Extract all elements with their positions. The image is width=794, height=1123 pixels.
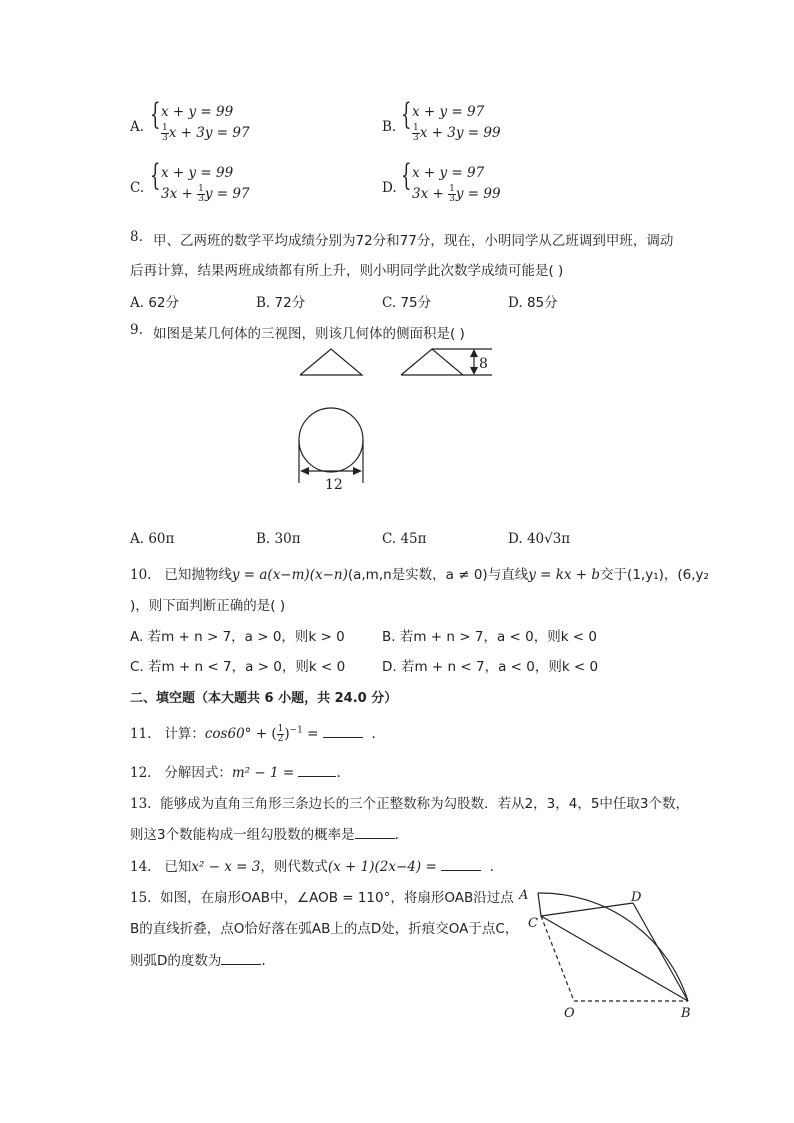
q7-d-eq2: 3x + $\frac{1}{3}$ y = 99 — [412, 184, 501, 204]
q10-option-a: A. 若m + n > 7，a > 0，则k > 0 — [130, 629, 345, 645]
diameter-label: 12 — [325, 477, 343, 493]
label-c: C — [528, 916, 538, 931]
q10-line2: )，则下面判断正确的是( ) — [130, 598, 286, 614]
label-b: B — [681, 1006, 691, 1021]
q15-line3: 则弧D的度数为 . — [130, 953, 266, 969]
label-o: O — [564, 1006, 575, 1021]
q8-option-d: D. 85分 — [508, 295, 558, 311]
q9-number: 9. — [130, 322, 143, 338]
q10-option-c: C. 若m + n < 7，a > 0，则k < 0 — [130, 659, 346, 675]
segment-ac — [538, 893, 541, 916]
height-label: 8 — [479, 356, 488, 372]
q10-option-d: D. 若m + n < 7，a < 0，则k < 0 — [382, 659, 599, 675]
q10-line1: 10. 已知抛物线y = a(x−m)(x−n)(a,m,n是实数，a ≠ 0)与直线y = kx + b交于(1,y₁)，(6,y₂ — [130, 567, 709, 583]
q9-option-d: D. 40√3π — [508, 531, 571, 547]
fraction: $\frac{1}{3}$ — [413, 123, 419, 143]
q8-option-c: C. 75分 — [382, 295, 432, 311]
q9-option-b: B. 30π — [256, 531, 301, 547]
q8-option-a: A. 62分 — [130, 295, 180, 311]
q8-number: 8. — [130, 229, 143, 245]
q9-option-a: A. 60π — [130, 531, 175, 547]
q7-c-eq1: x + y = 99 — [161, 165, 234, 181]
q7-b-eq2: $\frac{1}{3}$ x + 3y = 99 — [413, 123, 501, 143]
q7-a-eq2: $\frac{1}{3}$ x + 3y = 97 — [162, 123, 250, 143]
q7-option-a-label: A. — [130, 119, 145, 135]
label-a: A — [519, 888, 529, 903]
fold-line-cb — [541, 916, 688, 1001]
q12: 12. 分解因式：m² − 1 = . — [130, 765, 341, 781]
q7-option-b-label: B. — [382, 119, 397, 135]
q7-a-eq1: x + y = 99 — [161, 104, 234, 120]
q7-b-eq1: x + y = 97 — [412, 104, 485, 120]
q8-line1: 甲、乙两班的数学平均成绩分别为72分和77分，现在，小明同学从乙班调到甲班，调动 — [153, 233, 674, 249]
q7-option-c-label: C. — [130, 180, 145, 196]
arc-ab — [538, 893, 688, 1001]
dashed-co — [541, 916, 574, 1001]
q8-line2: 后再计算，结果两班成绩都有所上升，则小明同学此次数学成绩可能是( ) — [130, 263, 564, 279]
section-title: 二、填空题（本大题共 6 小题，共 24.0 分） — [130, 691, 398, 706]
q11: 11. 计算：cos60° + ( $\frac{1}{2}$ )$^{-1}$ = . — [130, 724, 376, 744]
fraction: $\frac{1}{3}$ — [449, 184, 455, 204]
q15-line1: 15. 如图，在扇形OAB中，∠AOB = 110°，将扇形OAB沿过点 — [130, 890, 514, 906]
q15-line2: B的直线折叠，点O恰好落在弧AB上的点D处，折痕交OA于点C， — [130, 921, 519, 937]
fraction: $\frac{1}{3}$ — [162, 123, 168, 143]
q7-d-eq1: x + y = 97 — [412, 165, 485, 181]
fraction: $\frac{1}{2}$ — [277, 724, 284, 744]
q7-c-eq2: 3x + $\frac{1}{3}$ y = 97 — [161, 184, 250, 204]
q13-line2: 则这3个数能构成一组勾股数的概率是 . — [130, 827, 399, 843]
fraction: $\frac{1}{3}$ — [198, 184, 204, 204]
segment-db — [633, 903, 688, 1001]
q7-option-d-label: D. — [382, 180, 397, 196]
q9-option-c: C. 45π — [382, 531, 427, 547]
q13-line1: 13. 能够成为直角三角形三条边长的三个正整数称为勾股数．若从2，3，4，5中任取3个数， — [130, 796, 690, 812]
q10-option-b: B. 若m + n > 7，a < 0，则k < 0 — [382, 629, 598, 645]
label-d: D — [631, 890, 642, 905]
q8-option-b: B. 72分 — [256, 295, 306, 311]
q14: 14. 已知x² − x = 3，则代数式(x + 1)(2x−4) = . — [130, 859, 494, 875]
q9-text: 如图是某几何体的三视图，则该几何体的侧面积是( ) — [153, 326, 465, 342]
